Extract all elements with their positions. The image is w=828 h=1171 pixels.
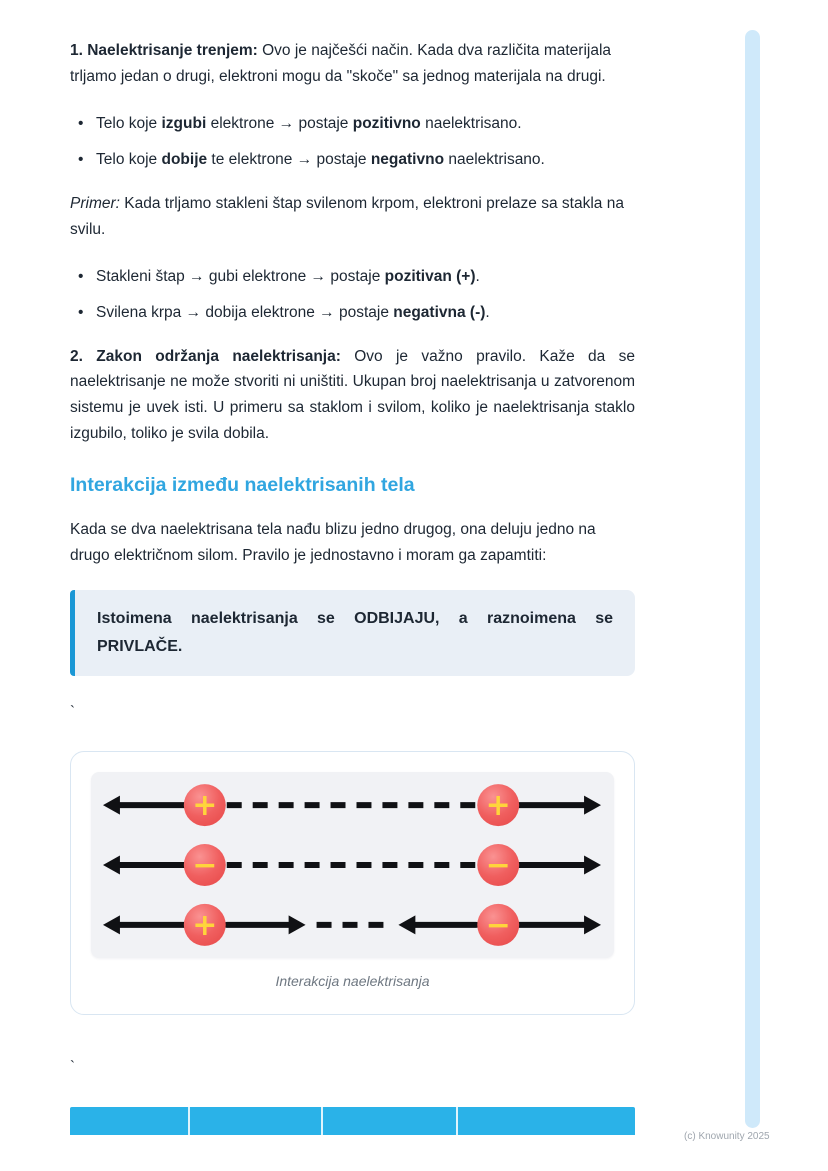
figure-caption: Interakcija naelektrisanja	[275, 973, 430, 990]
list-item-bold: pozitivno	[352, 115, 421, 133]
scrollbar[interactable]	[745, 30, 760, 1128]
list-item-text: Telo koje	[96, 115, 162, 133]
paragraph-bold-lead: 1. Naelektrisanje trenjem:	[70, 42, 258, 59]
list-item-bold: izgubi	[161, 115, 207, 133]
paragraph-text: Kada trljamo stakleni štap svilenom krpom, elektroni prelaze sa stakla na svilu.	[70, 194, 624, 238]
table-header-cell	[70, 1107, 190, 1135]
callout-rule-box	[70, 590, 635, 676]
charge-interaction-diagram	[91, 772, 614, 958]
stray-backtick: `	[70, 703, 75, 721]
list-item-bold: negativno	[370, 151, 445, 169]
list-item	[70, 300, 635, 326]
list-item-text: .	[475, 268, 480, 286]
paragraph-naelektrisanje-trenjem	[70, 38, 635, 89]
list-item-bold: negativna (-)	[393, 304, 486, 322]
list-item-text: Telo koje	[96, 151, 162, 169]
table-header-cell	[190, 1107, 323, 1135]
svg-text:−: −	[192, 848, 218, 884]
stray-backtick: `	[70, 1057, 75, 1075]
svg-text:+: +	[485, 788, 511, 824]
paragraph-text: Ovo je najčešći način. Kada dva različita materijala trljamo jedan o drugi, elektroni mogu da "skoče" sa jednog materijala na drugi.	[70, 42, 612, 85]
figure-card	[70, 751, 635, 1014]
svg-text:−: −	[485, 848, 511, 884]
list-item-bold: dobije	[161, 151, 208, 169]
list-item-text: .	[485, 304, 490, 322]
paragraph-zakon-odrzanja	[70, 344, 635, 447]
paragraph-interakcija-intro: Kada se dva naelektrisana tela nađu blizu jedno drugog, ona deluju jedno na drugo električnom silom. Pravilo je jednostavno i moram ga zapamtiti:	[70, 520, 596, 564]
paragraph-italic-lead: Primer:	[70, 194, 120, 212]
list-item-bold: pozitivan (+)	[384, 268, 476, 286]
paragraph-primer	[70, 191, 635, 242]
list-item-text: te elektrone → postaje	[207, 151, 371, 169]
list-item-text: Stakleni štap → gubi elektrone → postaje	[96, 268, 385, 286]
paragraph-bold-lead: 2. Zakon održanja naelektrisanja:	[70, 347, 341, 365]
list-item-text: elektrone → postaje	[206, 115, 353, 133]
figure-panel	[91, 772, 614, 958]
svg-text:+: +	[192, 788, 218, 824]
list-item	[70, 111, 635, 137]
list-item-text: naelektrisano.	[444, 151, 545, 169]
list-item	[70, 264, 635, 290]
table-header-cell	[323, 1107, 458, 1135]
bullet-list-staklo-svila	[70, 264, 635, 325]
svg-text:+: +	[192, 908, 218, 944]
watermark-knowunity: (c) Knowunity 2025	[684, 1131, 770, 1142]
list-item-text: naelektrisano.	[420, 115, 522, 133]
table-header-cell	[458, 1107, 635, 1135]
svg-text:−: −	[485, 908, 511, 944]
list-item-text: Svilena krpa → dobija elektrone → postaje	[96, 304, 394, 322]
paragraph-text: Ovo je važno pravilo. Kaže da se naelektrisanje ne može stvoriti ni uništiti. Ukupan broj naelektrisanja u zatvorenom sistemu je uvek isti. U primeru sa staklom i svilom, koliko je naelektrisanja staklo izgubilo, toliko je svila dobila.	[70, 347, 635, 442]
callout-text: Istoimena naelektrisanja se ODBIJAJU, a raznoimena se PRIVLAČE.	[97, 610, 613, 656]
section-heading-interakcija: Interakcija između naelektrisanih tela	[70, 473, 415, 496]
table-header-row	[70, 1107, 635, 1135]
list-item	[70, 147, 635, 173]
bullet-list-electron-transfer	[70, 111, 635, 172]
document-body	[70, 0, 635, 1079]
